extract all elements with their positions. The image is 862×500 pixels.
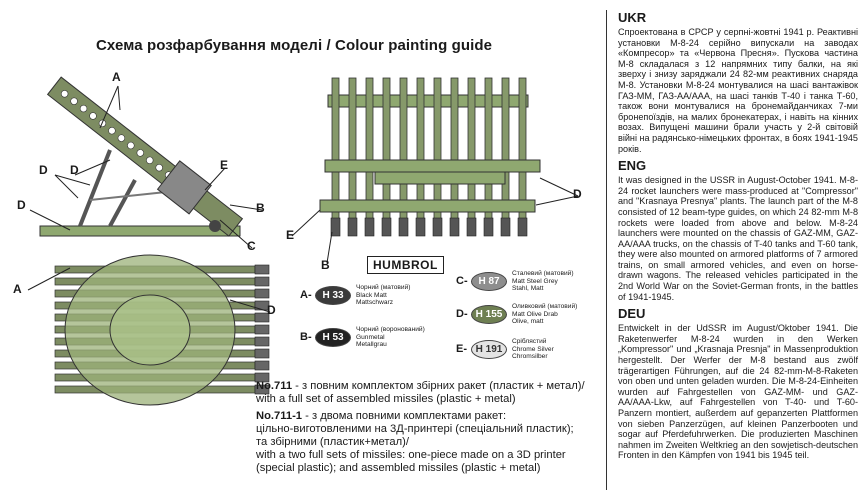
lang-heading: DEU — [618, 306, 646, 322]
side-view-drawing — [40, 72, 247, 242]
paint-letter: B- — [300, 331, 312, 344]
paint-chip: H 155 — [471, 305, 507, 324]
paint-chip: H 87 — [471, 272, 507, 291]
paint-b — [300, 326, 425, 349]
callout-e-side: E — [220, 158, 229, 172]
paint-letter: E- — [456, 343, 467, 356]
note-711-code: No.711 — [256, 380, 293, 392]
front-view-drawing — [320, 78, 540, 236]
section-eng — [614, 158, 858, 302]
paint-d — [456, 303, 577, 326]
paint-letter: A- — [300, 289, 312, 302]
callout-b-front: B — [321, 258, 330, 272]
paint-letter: D- — [456, 308, 468, 321]
history-text-column — [614, 6, 858, 463]
section-text: Entwickelt in der UdSSR im August/Oktober 1941. Die Raketenwerfer M-8-24 wurden in den Werken „Kompressor" und „Krasnaja Presnja" in Massenproduktion hergestellt. Der Werfer der M-8 bestand aus zwölf trägerartigen Führungen, auf die 24 82-mm-M-8-Raketen von oben und unten geladen wurden. Die M-8-24-Einheiten wurden auf Fahrgestellen von GAZ-MM- und GAZ-AA/AAA-Lkw, auf Fahrgestellen von T-40- und T-60-Panzern montiert, außerdem auf gepanzerten Plattformen von sieben Panzerzügen, auf kleinen Panzerbooten und sogar auf Pferdefuhrwerken. Die produzierten Maschinen nahmen im Zweiten Weltkrieg an den sowjetisch-deutschen Fronten in den Kämpfen von 1941 bis 1945 teil. — [618, 323, 858, 461]
note-711-1: No.711-1 - з двома повними комплектами ракет: цільно-виготовленими на 3Д-принтері (спеціальний пластик); та збірними (пластик+метал)/ with a two full sets of missiles: one-piece made on a 3D printer (special plastic); and assembled missiles (plastic + metal) — [256, 410, 574, 474]
callout-d-mid: D — [70, 163, 79, 177]
section-text: It was designed in the USSR in August-October 1941. M-8-24 rocket launchers were mass-produced at "Compressor" and "Krasnaya Presnya" plants. The launch part of the M-8 consisted of 12 beam-type guides, on which 24 82-mm M-8 rockets were loaded from above and below. M-8-24 launchers were mounted on the chassis of GAZ-MM, GAZ-AA/AAA trucks, on the chassis of T-40 tanks and T-60 tank, they were also mounted on armored platforms of 7 armored trains, on small armored vehicles, and even on horse-drawn wagons. The released vehicles participated in the 2nd World War on the Soviet-German fronts, in the battles of 1941-1945. — [618, 175, 858, 302]
callout-d-base: D — [17, 198, 26, 212]
paint-desc: Сріблястий Chrome Silver Chromsilber — [512, 338, 554, 361]
section-deu — [614, 306, 858, 461]
paint-desc: Сталевий (матовий) Matt Steel Grey Stahl, Matt — [512, 270, 574, 293]
callout-c-side: C — [247, 239, 256, 253]
lang-heading: UKR — [618, 10, 647, 25]
note-711-1-code: No.711-1 — [256, 410, 303, 422]
top-view-drawing — [55, 255, 269, 405]
paint-desc: Чорний (воронований) Gunmetal Metallgrau — [356, 326, 425, 349]
section-text: Спроектована в СРСР у серпні-жовтні 1941 р. Реактивні установки М-8-24 серійно випускали на заводах «Компресор» та «Червона Пресня». Пускова частина М-8 складалася з 12 напрямних типу балки, на які зверху і знизу заряджали 24 82-мм реактивних снаряда М-8. Установки М-8-24 монтувалися на шасі вантажівок ГАЗ-ММ, ГАЗ-АА/ААА, на шасі танків Т-40 і танка Т-60, також вони монтувалися на бронемайданчиках 7-ми бронепоїздів, на малих бронекатерах, і навіть на кінних возах. Випущені машини брали участь у 2-й світовій війні на радянсько-німецьких фронтах, в боях 1941-1945 років. — [618, 27, 858, 154]
paint-chip: H 53 — [315, 328, 351, 347]
callout-e-front: E — [286, 228, 295, 242]
page-title: Схема розфарбування моделі / Colour painting guide — [96, 37, 493, 54]
paint-e — [456, 338, 554, 361]
humbrol-label: HUMBROL — [367, 256, 444, 274]
paint-c — [456, 270, 574, 293]
callout-a-top: A — [13, 282, 22, 296]
paint-a — [300, 284, 411, 307]
paint-desc: Оливковий (матовий) Matt Olive Drab Olive, matt — [512, 303, 578, 326]
callout-b-side: B — [256, 201, 265, 215]
callout-d-front: D — [573, 187, 582, 201]
note-711: No.711 - з повним комплектом збірних ракет (пластик + метал)/ with a full set of assembled missiles (plastic + metal) — [256, 380, 585, 405]
callout-a-side: A — [112, 70, 121, 84]
paint-letter: C- — [456, 275, 468, 288]
paint-desc: Чорний (матовий) Black Matt Mattschwarz — [356, 284, 411, 307]
callout-d-top: D — [267, 303, 276, 317]
paint-chip: H 33 — [315, 286, 351, 305]
paint-chip: H 191 — [471, 340, 507, 359]
lang-heading: ENG — [618, 158, 647, 174]
section-ukr — [614, 10, 858, 154]
callout-d-left: D — [39, 163, 48, 177]
column-divider — [606, 10, 607, 490]
